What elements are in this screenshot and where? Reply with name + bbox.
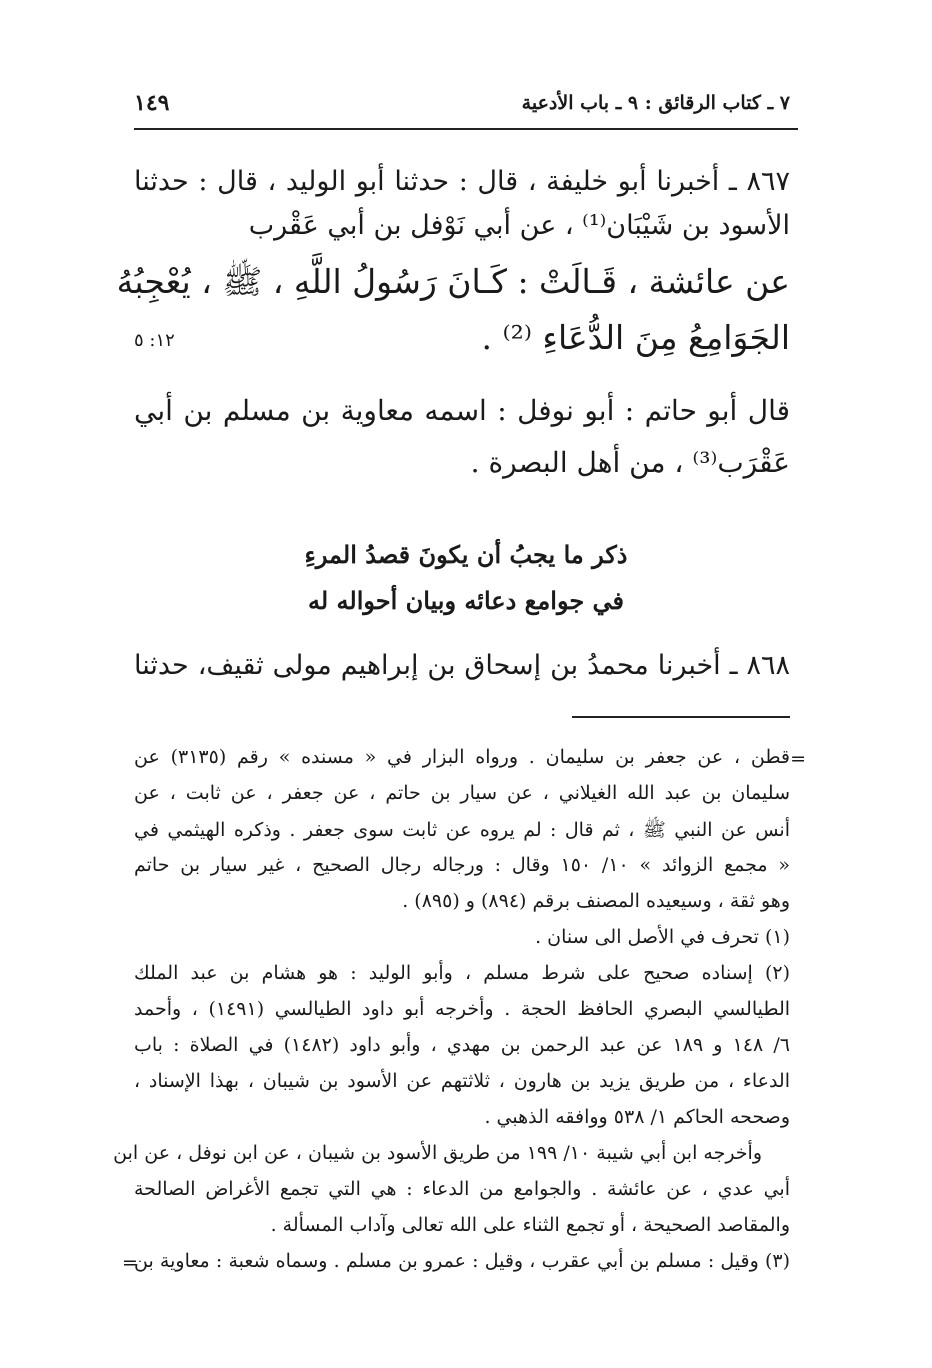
margin-reference: ١٢: ٥ — [134, 330, 175, 351]
running-header-title: ٧ ـ كتاب الرقائق : ٩ ـ باب الأدعية — [521, 92, 790, 114]
footnote-continued-line: « مجمع الزوائد » ١٠/ ١٥٠ وقال : ورجاله رجال الصحيح ، غير سيار بن حاتم — [134, 854, 790, 876]
footnote-2-line: وصححه الحاكم ١/ ٥٣٨ ووافقه الذهبي . — [484, 1106, 790, 1128]
hadith-867-note-line-1: قال أبو حاتم : أبو نوفل : اسمه معاوية بن مسلم بن أبي — [134, 394, 790, 427]
footnote-continuation-mark: = — [790, 748, 806, 770]
footnote-2-line: الطيالسي البصري الحافظ الحجة . وأخرجه أبو داود الطيالسي (١٤٩١) ، وأحمد — [134, 998, 791, 1020]
footnote-divider — [572, 716, 790, 718]
footnote-2-paragraph-2-line: وأخرجه ابن أبي شيبة ١٠/ ١٩٩ من طريق الأسود بن شيبان ، عن ابن نوفل ، عن ابن — [113, 1142, 762, 1164]
footnote-continued-line: أنس عن النبي ﷺ ، ثم قال : لم يروه عن ثابت سوى جعفر . وذكره الهيثمي في — [134, 819, 790, 841]
footnote-2-paragraph-2-line: والمقاصد الصحيحة ، أو تجمع الثناء على الله تعالى وآداب المسألة . — [270, 1214, 790, 1236]
hadith-868-line-1: ٨٦٨ ـ أخبرنا محمدُ بن إسحاق بن إبراهيم مولى ثقيف، حدثنا — [134, 650, 790, 681]
hadith-867-isnad-line-1: ٨٦٧ ـ أخبرنا أبو خليفة ، قال : حدثنا أبو الوليد ، قال : حدثنا — [134, 166, 790, 197]
footnote-2-paragraph-2-line: أبي عدي ، عن عائشة . والجوامع من الدعاء : هي التي تجمع الأغراض الصالحة — [134, 1178, 790, 1200]
footnote-continued-line: سليمان بن عبد الله الغيلاني ، عن سيار بن حاتم ، عن جعفر ، عن ثابت ، عن — [134, 782, 790, 804]
header-divider — [134, 128, 798, 130]
footnote-2-line: الدعاء ، من طريق يزيد بن هارون ، ثلاثتهم عن الأسود بن شيبان ، بهذا الإسناد ، — [134, 1070, 790, 1092]
hadith-867-matn-line-2: الجَوَامِعُ مِنَ الدُّعَاءِ ⁽²⁾ . — [481, 318, 790, 357]
hadith-867-matn-line-1: عن عائشة ، قَـالَتْ : كَـانَ رَسُولُ اللَّهِ ، ﷺ ، يُعْجِبُهُ — [116, 262, 790, 301]
hadith-867-note-line-2: عَقْرَب⁽³⁾ ، من أهل البصرة . — [470, 446, 790, 479]
footnote-continued-line: قطن ، عن جعفر بن سليمان . ورواه البزار في « مسنده » رقم (٣١٣٥) عن — [134, 746, 790, 768]
footnote-2-line: ٦/ ١٤٨ و ١٨٩ عن عبد الرحمن بن مهدي ، وأبو داود (١٤٨٢) في الصلاة : باب — [134, 1034, 790, 1056]
footnote-3: (٣) وقيل : مسلم بن أبي عقرب ، وقيل : عمرو بن مسلم . وسماه شعبة : معاوية بن — [134, 1250, 790, 1272]
footnote-continued-line: وهو ثقة ، وسيعيده المصنف برقم (٨٩٤) و (٨٩٥) . — [402, 890, 790, 912]
chapter-heading-line-1: ذكر ما يجبُ أن يكونَ قصدُ المرءِ — [304, 540, 628, 569]
hadith-867-isnad-line-2: الأسود بن شَيْبَان⁽¹⁾ ، عن أبي نَوْفل بن أبي عَقْرب — [248, 210, 790, 241]
footnote-2-line: (٢) إسناده صحيح على شرط مسلم ، وأبو الوليد : هو هشام بن عبد الملك — [134, 962, 790, 984]
page-number: ١٤٩ — [134, 90, 170, 116]
footnote-1: (١) تحرف في الأصل الى سنان . — [535, 926, 790, 948]
chapter-heading-line-2: في جوامع دعائه وبيان أحواله له — [307, 586, 625, 615]
footnote-3-continuation-mark: = — [122, 1252, 138, 1274]
